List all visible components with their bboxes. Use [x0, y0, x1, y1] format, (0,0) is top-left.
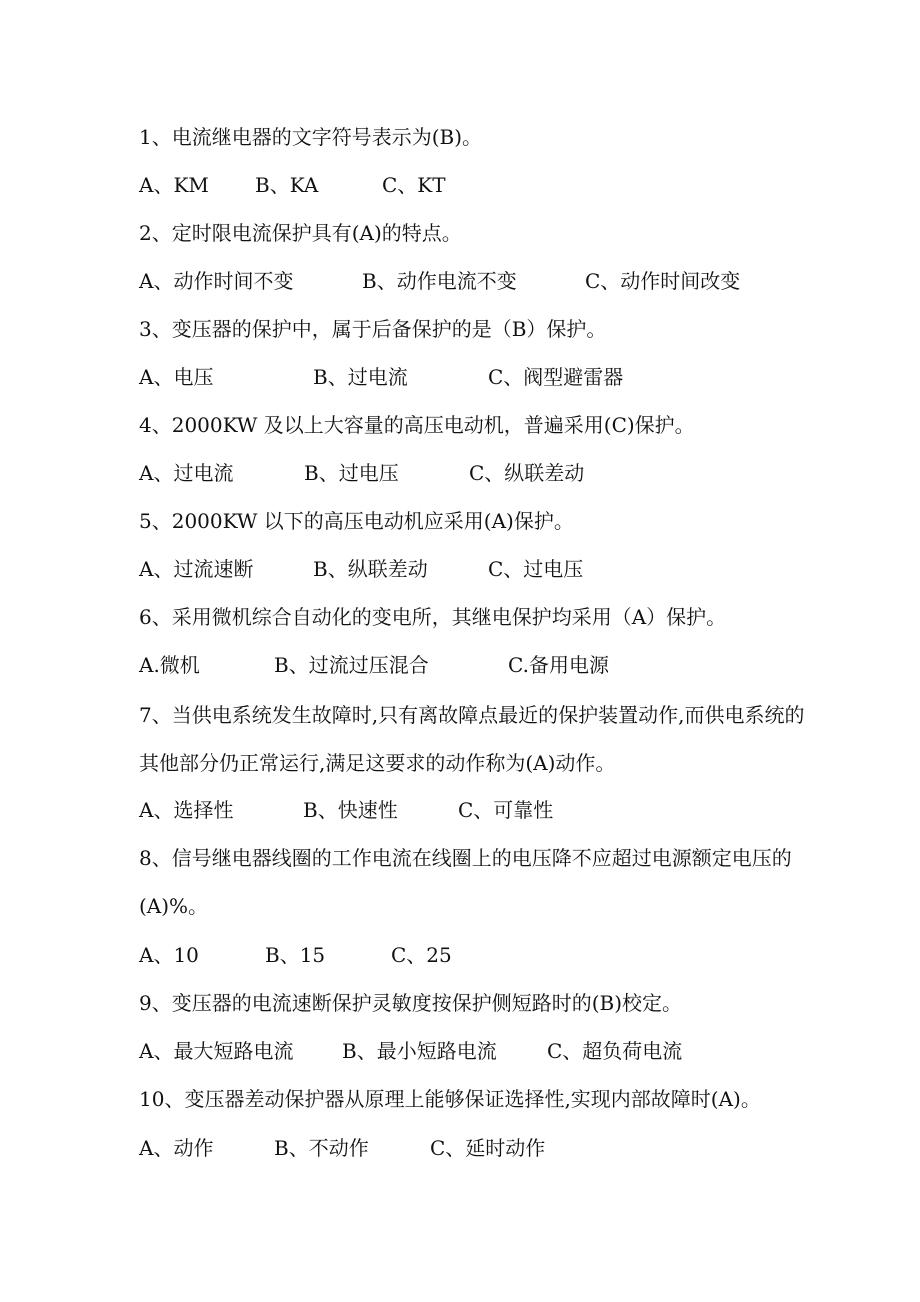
option-10b: B、不动作: [274, 1136, 369, 1160]
option-7a: A、选择性: [139, 798, 234, 822]
option-4a: A、过电流: [139, 461, 234, 485]
option-5a: A、过流速断: [139, 557, 254, 581]
option-3a: A、电压: [139, 365, 214, 389]
question-9: 9、变压器的电流速断保护灵敏度按保护侧短路时的(B)校定。: [139, 991, 683, 1015]
option-10a: A、动作: [139, 1136, 214, 1160]
option-7b: B、快速性: [303, 798, 398, 822]
option-5b: B、纵联差动: [313, 557, 428, 581]
option-6c: C.备用电源: [508, 653, 609, 677]
option-1a: A、KM: [139, 173, 209, 197]
option-2c: C、动作时间改变: [585, 269, 741, 293]
option-8b: B、15: [265, 943, 326, 967]
option-5c: C、过电压: [488, 557, 584, 581]
question-7-line-2: 其他部分仍正常运行,满足这要求的动作称为(A)动作。: [139, 751, 616, 775]
question-5: 5、2000KW 以下的高压电动机应采用(A)保护。: [139, 509, 574, 533]
option-10c: C、延时动作: [430, 1136, 546, 1160]
question-10: 10、变压器差动保护器从原理上能够保证选择性,实现内部故障时(A)。: [139, 1087, 761, 1111]
option-3b: B、过电流: [313, 365, 408, 389]
question-4: 4、2000KW 及以上大容量的高压电动机，普遍采用(C)保护。: [139, 413, 695, 437]
option-9b: B、最小短路电流: [342, 1039, 497, 1063]
question-1: 1、电流继电器的文字符号表示为(B)。: [139, 125, 483, 149]
option-1b: B、KA: [255, 173, 319, 197]
option-6b: B、过流过压混合: [274, 653, 429, 677]
option-1c: C、KT: [382, 173, 446, 197]
option-2b: B、动作电流不变: [362, 269, 517, 293]
option-3c: C、阀型避雷器: [488, 365, 624, 389]
question-8-line-2: (A)%。: [139, 894, 209, 918]
question-2: 2、定时限电流保护具有(A)的特点。: [139, 221, 462, 245]
question-3: 3、变压器的保护中，属于后备保护的是（B）保护。: [139, 317, 607, 341]
option-9a: A、最大短路电流: [139, 1039, 294, 1063]
option-8c: C、25: [391, 943, 452, 967]
option-2a: A、动作时间不变: [139, 269, 294, 293]
question-8-line-1: 8、信号继电器线圈的工作电流在线圈上的电压降不应超过电源额定电压的: [139, 846, 792, 870]
question-7-line-1: 7、当供电系统发生故障时,只有离故障点最近的保护装置动作,而供电系统的: [139, 703, 805, 727]
option-6a: A.微机: [139, 653, 200, 677]
option-4b: B、过电压: [304, 461, 399, 485]
option-8a: A、10: [139, 943, 199, 967]
question-6: 6、采用微机综合自动化的变电所，其继电保护均采用（A）保护。: [139, 605, 727, 629]
option-9c: C、超负荷电流: [547, 1039, 683, 1063]
option-7c: C、可靠性: [458, 798, 554, 822]
option-4c: C、纵联差动: [469, 461, 585, 485]
